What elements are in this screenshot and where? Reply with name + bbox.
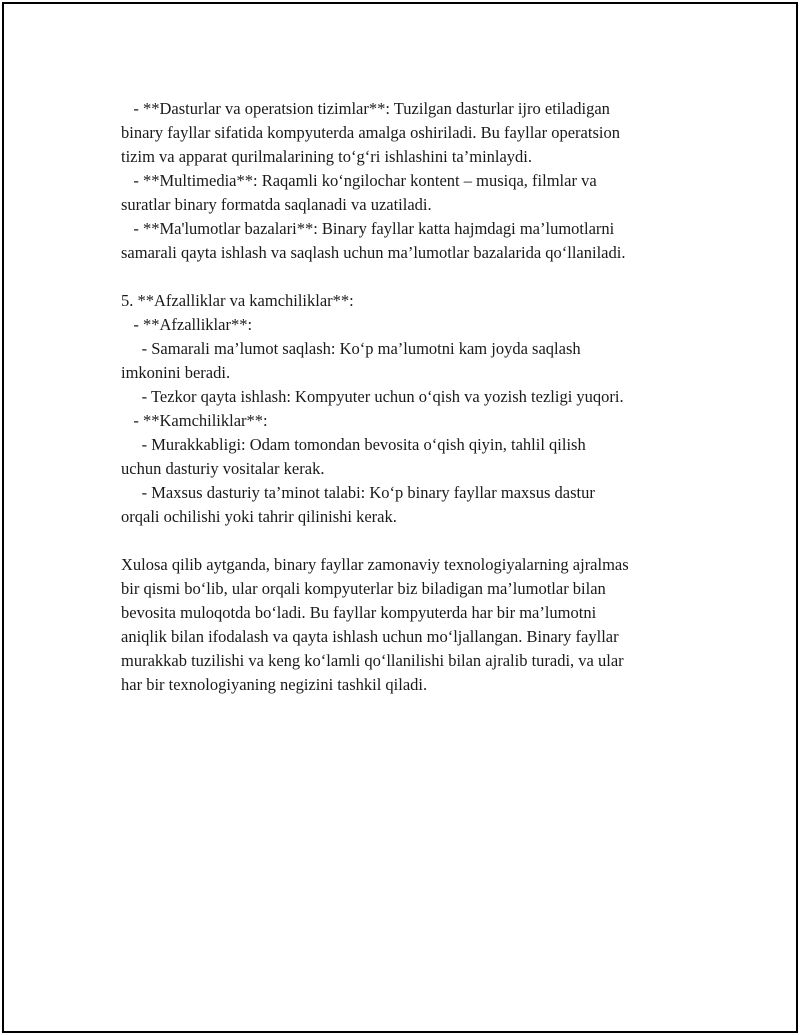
- text-line: tizim va apparat qurilmalarining to‘g‘ri ishlashini ta’minlaydi.: [121, 147, 533, 166]
- text-line: - **Multimedia**: Raqamli ko‘ngilochar kontent – musiqa, filmlar va: [121, 171, 597, 190]
- text-line: murakkab tuzilishi va keng ko‘lamli qo‘llanilishi bilan ajralib turadi, va ular: [121, 651, 624, 670]
- text-line: orqali ochilishi yoki tahrir qilinishi kerak.: [121, 507, 397, 526]
- text-line: imkonini beradi.: [121, 363, 231, 382]
- text-line: Xulosa qilib aytganda, binary fayllar zamonaviy texnologiyalarning ajralmas: [121, 555, 629, 574]
- section-heading: 5. **Afzalliklar va kamchiliklar**:: [121, 291, 354, 310]
- text-line: bevosita muloqotda bo‘ladi. Bu fayllar kompyuterda har bir ma’lumotni: [121, 603, 597, 622]
- text-line: - **Dasturlar va operatsion tizimlar**: Tuzilgan dasturlar ijro etiladigan: [121, 99, 610, 118]
- text-line: samarali qayta ishlash va saqlash uchun ma’lumotlar bazalarida qo‘llaniladi.: [121, 243, 626, 262]
- document-body: [121, 97, 721, 697]
- paragraph-gap: [121, 265, 721, 289]
- page-frame: [2, 2, 798, 1033]
- text-line: - Tezkor qayta ishlash: Kompyuter uchun o‘qish va yozish tezligi yuqori.: [121, 387, 624, 406]
- text-line: - Maxsus dasturiy ta’minot talabi: Ko‘p binary fayllar maxsus dastur: [121, 483, 595, 502]
- text-line: - **Afzalliklar**:: [121, 315, 253, 334]
- text-line: bir qismi bo‘lib, ular orqali kompyuterlar biz biladigan ma’lumotlar bilan: [121, 579, 606, 598]
- text-line: aniqlik bilan ifodalash va qayta ishlash uchun mo‘ljallangan. Binary fayllar: [121, 627, 619, 646]
- text-line: binary fayllar sifatida kompyuterda amalga oshiriladi. Bu fayllar operatsion: [121, 123, 620, 142]
- text-line: - Samarali ma’lumot saqlash: Ko‘p ma’lumotni kam joyda saqlash: [121, 339, 581, 358]
- text-line: har bir texnologiyaning negizini tashkil qiladi.: [121, 675, 428, 694]
- text-line: - **Kamchiliklar**:: [121, 411, 268, 430]
- section-pros-cons: [121, 289, 721, 529]
- conclusion-paragraph: [121, 553, 721, 697]
- text-line: - **Ma'lumotlar bazalari**: Binary fayllar katta hajmdagi ma’lumotlarni: [121, 219, 615, 238]
- text-line: - Murakkabligi: Odam tomondan bevosita o‘qish qiyin, tahlil qilish: [121, 435, 586, 454]
- section-uses: [121, 97, 721, 265]
- text-line: suratlar binary formatda saqlanadi va uzatiladi.: [121, 195, 432, 214]
- text-line: uchun dasturiy vositalar kerak.: [121, 459, 325, 478]
- paragraph-gap: [121, 529, 721, 553]
